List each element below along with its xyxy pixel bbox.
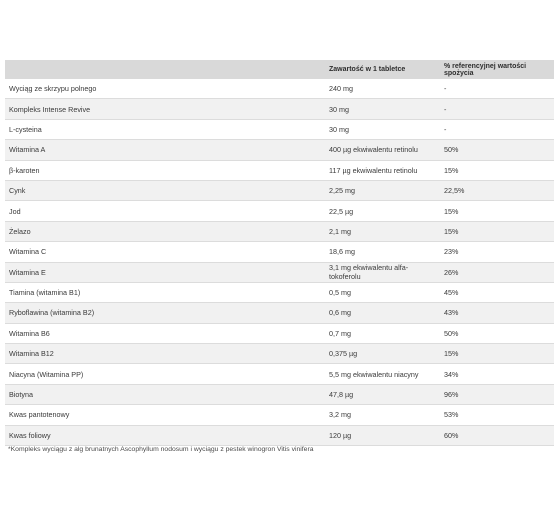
table-row [5,344,554,364]
table-row [5,303,554,323]
cell-reference-intake: - [440,79,554,99]
cell-content: 0,6 mg [325,303,440,323]
table-header-row [5,60,554,79]
cell-ingredient: Witamina B6 [5,323,325,343]
cell-reference-intake: 26% [440,262,554,282]
table-row [5,364,554,384]
cell-reference-intake: 15% [440,160,554,180]
cell-ingredient: Kwas pantotenowy [5,405,325,425]
cell-ingredient: Jod [5,201,325,221]
nutrition-table-container [5,60,554,446]
cell-ingredient: Tiamina (witamina B1) [5,282,325,302]
cell-content: 18,6 mg [325,242,440,262]
cell-ingredient: Witamina C [5,242,325,262]
cell-content: 0,375 µg [325,344,440,364]
header-ingredient [5,60,325,79]
cell-reference-intake: 50% [440,140,554,160]
cell-reference-intake: 50% [440,323,554,343]
cell-reference-intake: 15% [440,344,554,364]
cell-ingredient: Kwas foliowy [5,425,325,445]
cell-reference-intake: - [440,99,554,119]
cell-reference-intake: 96% [440,384,554,404]
cell-ingredient: Niacyna (Witamina PP) [5,364,325,384]
cell-content: 3,1 mg ekwiwalentu alfa-tokoferolu [325,262,440,282]
cell-content: 240 mg [325,79,440,99]
cell-content: 5,5 mg ekwiwalentu niacyny [325,364,440,384]
cell-content: 0,5 mg [325,282,440,302]
cell-reference-intake: - [440,119,554,139]
table-row [5,140,554,160]
cell-reference-intake: 45% [440,282,554,302]
cell-content: 400 µg ekwiwalentu retinolu [325,140,440,160]
table-row [5,99,554,119]
cell-reference-intake: 53% [440,405,554,425]
cell-ingredient: Witamina E [5,262,325,282]
cell-content: 2,1 mg [325,221,440,241]
cell-content: 47,8 µg [325,384,440,404]
cell-content: 117 µg ekwiwalentu retinolu [325,160,440,180]
cell-ingredient: Kompleks Intense Revive [5,99,325,119]
cell-content: 0,7 mg [325,323,440,343]
cell-ingredient: β-karoten [5,160,325,180]
footnote: *Kompleks wyciągu z alg brunatnych Ascophyllum nodosum i wyciągu z pestek winogron Vitis vinifera [8,446,314,453]
nutrition-table [5,60,554,446]
cell-ingredient: Ryboflawina (witamina B2) [5,303,325,323]
cell-reference-intake: 60% [440,425,554,445]
table-row [5,119,554,139]
cell-reference-intake: 15% [440,221,554,241]
cell-content: 3,2 mg [325,405,440,425]
cell-ingredient: Wyciąg ze skrzypu polnego [5,79,325,99]
cell-ingredient: Cynk [5,180,325,200]
cell-ingredient: Biotyna [5,384,325,404]
cell-content: 2,25 mg [325,180,440,200]
cell-reference-intake: 23% [440,242,554,262]
table-row [5,79,554,99]
cell-content: 22,5 µg [325,201,440,221]
table-body [5,79,554,446]
cell-content: 120 µg [325,425,440,445]
table-row [5,384,554,404]
header-content-per-tablet: Zawartość w 1 tabletce [325,60,440,79]
table-row [5,323,554,343]
table-row [5,221,554,241]
cell-content: 30 mg [325,119,440,139]
table-row [5,160,554,180]
cell-reference-intake: 43% [440,303,554,323]
table-row [5,242,554,262]
cell-ingredient: Witamina A [5,140,325,160]
table-row [5,180,554,200]
header-reference-intake: % referencyjnej wartości spożycia [440,60,554,79]
cell-ingredient: L-cysteina [5,119,325,139]
table-row [5,282,554,302]
cell-reference-intake: 34% [440,364,554,384]
table-row [5,201,554,221]
cell-ingredient: Żelazo [5,221,325,241]
table-row [5,425,554,445]
cell-reference-intake: 15% [440,201,554,221]
table-row [5,262,554,282]
cell-content: 30 mg [325,99,440,119]
cell-ingredient: Witamina B12 [5,344,325,364]
table-row [5,405,554,425]
cell-reference-intake: 22,5% [440,180,554,200]
